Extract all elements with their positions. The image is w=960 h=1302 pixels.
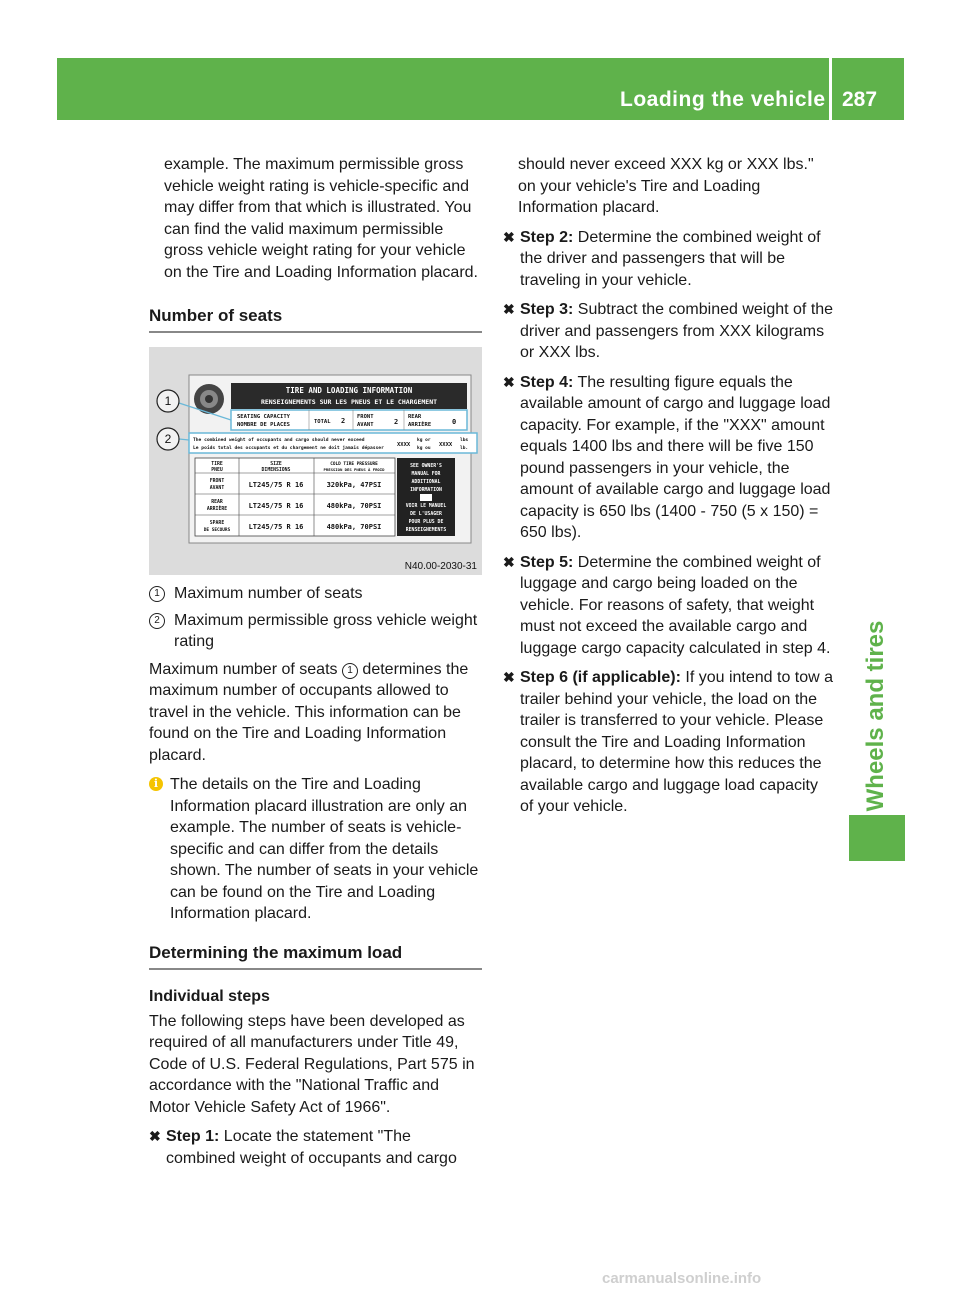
owners-box-line-5: VOIR LE MANUEL (405, 504, 447, 509)
row-rear-pos-fr: ARRIÈRE (206, 507, 228, 512)
step-6: ✖ Step 6 (if applicable): If you intend to tow a trailer behind your vehicle, the load on the trailer is transferred to your vehicle. Please consult the Tire and Loading Information placard, to determine how this reduces the available cargo and luggage load capacity of your vehicle. (503, 669, 834, 815)
subheading-individual-steps: Individual steps (149, 987, 270, 1005)
callout-2: 2 (164, 432, 172, 446)
owners-box-line-3: ADDITIONAL (411, 480, 441, 485)
owners-box-line-8: RENSEIGNEMENTS (405, 528, 447, 533)
step-arrow-icon: ✖ (149, 1128, 161, 1144)
row-spare-pos-fr: DE SECOURS (203, 528, 231, 533)
row-rear-pressure: 480kPa, 70PSI (326, 502, 382, 510)
right-column (503, 154, 835, 818)
step-arrow-icon: ✖ (503, 301, 515, 317)
step-arrow-icon: ✖ (503, 553, 515, 570)
placard-title-fr: RENSEIGNEMENTS SUR LES PNEUS ET LE CHARGEMENT (260, 398, 438, 406)
callout-1-inline-icon: 1 (342, 663, 358, 679)
legend-item-1 (149, 583, 482, 605)
col-size-fr: DIMENSIONS (261, 468, 291, 473)
row-spare-size: LT245/75 R 16 (248, 523, 304, 531)
header-divider (829, 58, 832, 120)
combined-weight-en: The combined weight of occupants and cargo should never exceed (193, 438, 365, 443)
row-front-pos-fr: AVANT (209, 486, 225, 491)
seating-capacity-label-fr: NOMBRE DE PLACES (237, 422, 290, 428)
side-tab-label: Wheels and tires (862, 620, 889, 812)
seats-paragraph: Maximum number of seats 1 determines the maximum number of occupants allowed to travel in the vehicle. This information can be found on the Tire and Loading Information placard. (149, 660, 469, 764)
callout-1-icon: 1 (149, 586, 165, 602)
step-2: ✖ Step 2: Determine the combined weight of the driver and passengers that will be traveling in your vehicle. (503, 228, 821, 289)
total-label: TOTAL (314, 419, 331, 425)
row-spare-pos: SPARE (209, 521, 225, 526)
col-size: SIZE (270, 462, 282, 467)
step-arrow-icon: ✖ (503, 373, 515, 390)
tire-placard-illustration (149, 347, 482, 575)
callout-2-icon: 2 (149, 613, 165, 629)
step-5: ✖ Step 5: Determine the combined weight of luggage and cargo being loaded on the vehicle. For reasons of safety, that weight must not exceed the available cargo and luggage cargo capacity calculated in step 4. (503, 553, 831, 657)
step-4: ✖ Step 4: The resulting figure equals the available amount of cargo and luggage load capacity. For example, if the "XXX" amount equals 1400 lbs and there will be five 150 pound passengers in your vehicle, the amount of available cargo and luggage load capacity is 650 lbs (1400 - 750 (5 x 150) = 650 lbs). (503, 373, 831, 541)
side-tab (848, 616, 904, 816)
col-pressure-fr: PRESSION DES PNEUS À FROID (323, 467, 385, 472)
step-arrow-icon: ✖ (503, 669, 515, 685)
owners-box-line-7: POUR PLUS DE (408, 520, 444, 525)
row-rear-size: LT245/75 R 16 (248, 502, 304, 510)
figure-code: N40.00-2030-31 (404, 561, 477, 572)
total-value: 2 (341, 417, 346, 425)
rear-label: REAR (408, 414, 422, 420)
combined-weight-fr: Le poids total des occupants et du chargement ne doit jamais dépasser (193, 446, 384, 451)
kg-or: kg or (417, 438, 431, 443)
xxxx-lbs: XXXX (439, 442, 453, 448)
callout-1: 1 (164, 394, 172, 408)
legend-item-2 (149, 610, 482, 653)
lbs-label-fr: lb. (460, 446, 469, 451)
side-tab-marker (849, 815, 905, 861)
step-3: ✖ Step 3: Subtract the combined weight of the driver and passengers from XXX kilograms or XXX lbs. (503, 301, 834, 361)
heading-number-of-seats: Number of seats (149, 306, 482, 333)
col-tire-fr: PNEU (211, 468, 223, 473)
row-spare-pressure: 480kPa, 70PSI (326, 523, 382, 531)
left-column (149, 154, 482, 1169)
info-icon: i (149, 777, 163, 791)
row-rear-pos: REAR (211, 500, 223, 505)
xxxx-kg: XXXX (397, 442, 411, 448)
row-front-pressure: 320kPa, 47PSI (326, 481, 382, 489)
step-1: ✖ Step 1: Locate the statement "The combined weight of occupants and cargo (149, 1128, 457, 1167)
owners-box-line-1: SEE OWNER'S (410, 464, 442, 469)
col-tire: TIRE (211, 462, 223, 467)
heading-determining-max-load: Determining the maximum load (149, 943, 482, 970)
row-front-pos: FRONT (209, 479, 225, 484)
kg-ou: kg ou (417, 446, 431, 451)
legend-2-text: Maximum permissible gross vehicle weight rating (174, 611, 478, 650)
rear-value: 0 (452, 418, 457, 426)
steps-intro: The following steps have been developed as required of all manufacturers under Title 49, Code of U.S. Federal Regulations, Part 575 in accordance with the "National Traffic and Motor Vehicle Safety Act of 1966". (149, 1012, 475, 1116)
front-value: 2 (394, 418, 399, 426)
row-front-size: LT245/75 R 16 (248, 481, 304, 489)
tire-placard-figure (149, 347, 482, 575)
rear-label-fr: ARRIÈRE (408, 422, 432, 428)
col-pressure: COLD TIRE PRESSURE (330, 462, 378, 467)
legend-1-text: Maximum number of seats (174, 585, 363, 602)
page-number: 287 (842, 88, 878, 111)
info-text: The details on the Tire and Loading Information placard illustration are only an example. The number of seats is vehicle-specific and can differ from the details shown. The number of seats in your vehicle can be found on the Tire and Loading Information placard. (170, 776, 479, 922)
watermark: carmanualsonline.info (602, 1270, 762, 1287)
lbs-label: lbs (460, 438, 469, 443)
intro-paragraph: example. The maximum permissible gross vehicle weight rating is vehicle-specific and may differ from that which is illustrated. You can find the valid maximum permissible gross vehicle weight rating for your vehicle on the Tire and Loading Information placard. (164, 156, 478, 281)
owners-box-line-2: MANUAL FOR (411, 472, 441, 477)
info-note (149, 774, 482, 925)
section-title-header: Loading the vehicle (620, 88, 826, 111)
front-label: FRONT (357, 414, 374, 420)
step-arrow-icon: ✖ (503, 228, 515, 245)
owners-box-line-6: DE L'USAGER (410, 512, 442, 517)
seating-capacity-label: SEATING CAPACITY (237, 414, 290, 420)
placard-title-en: TIRE AND LOADING INFORMATION (285, 386, 413, 395)
step-1-continued: should never exceed XXX kg or XXX lbs." on your vehicle's Tire and Loading Information placard. (518, 156, 814, 216)
owners-box-line-4: INFORMATION (410, 488, 442, 493)
front-label-fr: AVANT (357, 422, 374, 428)
